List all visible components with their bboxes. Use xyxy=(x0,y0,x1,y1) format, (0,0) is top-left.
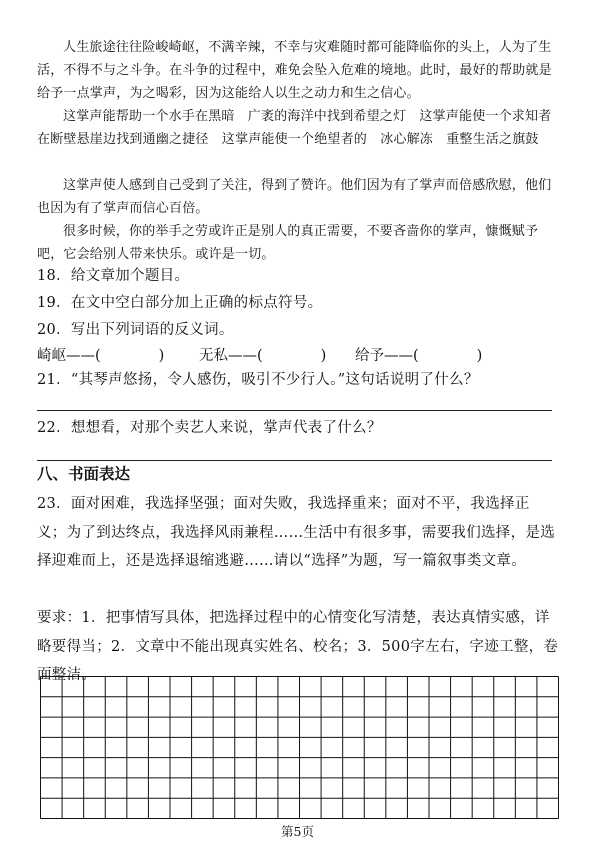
passage-paragraph-2: 这掌声能帮助一个水手在黑暗 广袤的海洋中找到希望之灯 这掌声能使一个求知者在断壁悬崖边找到通幽之捷径 这掌声能使一个绝望者的 冰心解冻 重整生活之旗鼓 xyxy=(37,109,552,147)
writing-requirements: 要求：1．把事情写具体，把选择过程中的心情变化写清楚，表达真情实感，详略要得当；2．文章中不能出现真实姓名、校名；3．500字左右，字迹工整，卷面整洁。 xyxy=(37,610,559,683)
composition-grid[interactable] xyxy=(40,676,559,819)
answer-line-21[interactable] xyxy=(37,410,552,411)
writing-prompt: 23．面对困难，我选择坚强；面对失败，我选择重来；面对不平，我选择正义；为了到达终点，我选择风雨兼程……生活中有很多事，需要我们选择，是选择迎难而上，还是选择退缩逃避……请以“选择”为题，写一篇叙事类文章。 xyxy=(37,496,555,569)
antonym-item-1[interactable]: 崎岖——( ) xyxy=(37,348,165,364)
section-title-writing: 八、书面表达 xyxy=(37,465,131,483)
passage-paragraph-1: 人生旅途往往险峻崎岖，不满辛辣，不幸与灾难随时都可能降临你的头上，人为了生活，不得不与之斗争。在斗争的过程中，难免会坠入危难的境地。此时，最好的帮助就是给予一点掌声，为之喝彩，因为这能给人以生之动力和生之信心。 xyxy=(37,40,552,101)
passage-paragraph-4: 很多时候，你的举手之劳或许正是别人的真正需要，不要吝啬你的掌声，慷慨赋予吧，它会给别人带来快乐。或许是一切。 xyxy=(37,224,539,262)
question-18: 18．给文章加个题目。 xyxy=(37,268,190,284)
answer-line-22[interactable] xyxy=(37,460,552,461)
antonym-item-2[interactable]: 无私——( ) xyxy=(199,348,327,364)
antonym-item-3[interactable]: 给予——( ) xyxy=(355,348,483,364)
question-20: 20．写出下列词语的反义词。 xyxy=(37,322,234,338)
question-19: 19．在文中空白部分加上正确的标点符号。 xyxy=(37,295,323,311)
question-21: 21．“其琴声悠扬，令人感伤，吸引不少行人。”这句话说明了什么？ xyxy=(37,372,479,388)
passage-paragraph-3: 这掌声使人感到自己受到了关注，得到了赞许。他们因为有了掌声而倍感欣慰，他们也因为有了掌声而信心百倍。 xyxy=(37,178,552,216)
question-22: 22．想想看，对那个卖艺人来说，掌声代表了什么？ xyxy=(37,420,382,436)
page-number: 第5页 xyxy=(281,824,314,839)
